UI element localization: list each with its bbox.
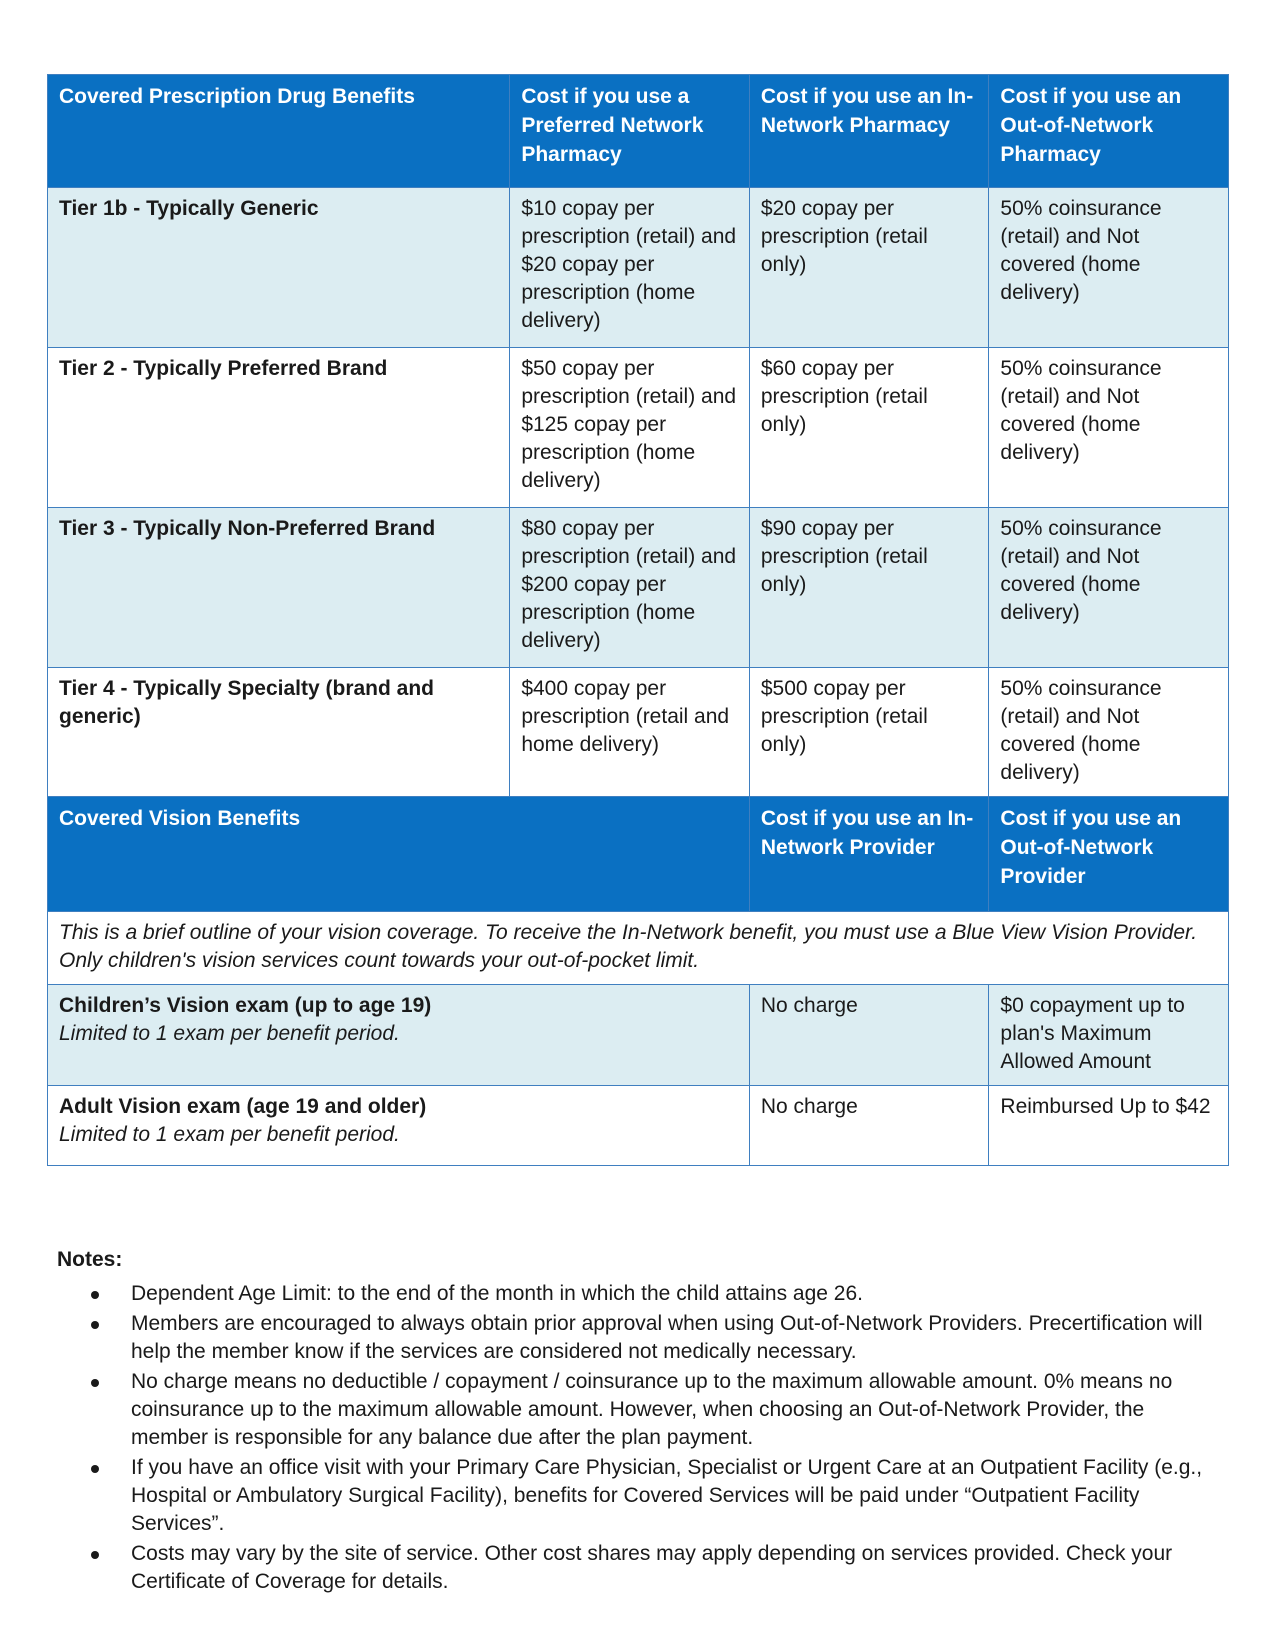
notes-title: Notes: [57, 1248, 123, 1271]
note-text: Costs may vary by the site of service. Other cost shares may apply depending on services provided. Check your Certificate of Coverage for details. [131, 1542, 1173, 1593]
list-item [131, 1310, 1217, 1366]
bullet-icon [91, 1551, 99, 1559]
out-of-network-cost: 50% coinsurance (retail) and Not covered (home delivery) [989, 188, 1229, 348]
vision-benefit [48, 1086, 750, 1166]
bullet-icon [91, 1321, 99, 1329]
bullet-icon [91, 1465, 99, 1473]
list-item [131, 1368, 1217, 1452]
tier-name: Tier 3 - Typically Non-Preferred Brand [48, 508, 510, 668]
out-of-network-cost: 50% coinsurance (retail) and Not covered (home delivery) [989, 508, 1229, 668]
preferred-cost: $80 copay per prescription (retail) and $200 copay per prescription (home delivery) [510, 508, 750, 668]
out-of-network-cost: 50% coinsurance (retail) and Not covered (home delivery) [989, 348, 1229, 508]
vision-benefit-note: Limited to 1 exam per benefit period. [59, 1022, 400, 1045]
notes-section [57, 1246, 1217, 1598]
tier-name: Tier 1b - Typically Generic [48, 188, 510, 348]
note-text: Members are encouraged to always obtain prior approval when using Out-of-Network Providers. Precertification will help the member know if the services are considered not medically necessary. [131, 1312, 1203, 1363]
in-network-cost: $90 copay per prescription (retail only) [749, 508, 989, 668]
bullet-icon [91, 1379, 99, 1387]
tier-name: Tier 4 - Typically Specialty (brand and generic) [48, 668, 510, 797]
preferred-cost: $50 copay per prescription (retail) and $125 copay per prescription (home delivery) [510, 348, 750, 508]
drug-header-in-network: Cost if you use an In-Network Pharmacy [749, 75, 989, 188]
drug-header-benefit: Covered Prescription Drug Benefits [48, 75, 510, 188]
list-item [131, 1454, 1217, 1538]
in-network-cost: $20 copay per prescription (retail only) [749, 188, 989, 348]
drug-header-out-of-network: Cost if you use an Out-of-Network Pharmacy [989, 75, 1229, 188]
out-of-network-cost: Reimbursed Up to $42 [989, 1086, 1229, 1166]
preferred-cost: $400 copay per prescription (retail and home delivery) [510, 668, 750, 797]
drug-header-row [48, 75, 1229, 188]
note-text: If you have an office visit with your Primary Care Physician, Specialist or Urgent Care at an Outpatient Facility (e.g., Hospital or Ambulatory Surgical Facility), benefits for Covered Services will be paid under “Outpatient Facility Services”. [131, 1456, 1203, 1535]
benefits-sheet [47, 74, 1229, 1166]
vision-benefit-note: Limited to 1 exam per benefit period. [59, 1123, 400, 1146]
vision-intro-row [48, 912, 1229, 985]
table-row [48, 668, 1229, 797]
in-network-cost: $60 copay per prescription (retail only) [749, 348, 989, 508]
vision-benefit-name: Adult Vision exam (age 19 and older) [59, 1095, 427, 1118]
list-item [131, 1280, 1217, 1308]
table-row [48, 1086, 1229, 1166]
drug-header-preferred: Cost if you use a Preferred Network Pharmacy [510, 75, 750, 188]
in-network-cost: No charge [749, 985, 989, 1086]
benefits-table [47, 74, 1229, 1166]
in-network-cost: No charge [749, 1086, 989, 1166]
note-text: Dependent Age Limit: to the end of the month in which the child attains age 26. [131, 1282, 863, 1305]
bullet-icon [91, 1291, 99, 1299]
vision-header-in-network: Cost if you use an In-Network Provider [749, 797, 989, 912]
vision-benefit [48, 985, 750, 1086]
out-of-network-cost: $0 copayment up to plan's Maximum Allowed Amount [989, 985, 1229, 1086]
notes-list [57, 1280, 1217, 1596]
table-row [48, 348, 1229, 508]
out-of-network-cost: 50% coinsurance (retail) and Not covered (home delivery) [989, 668, 1229, 797]
table-row [48, 985, 1229, 1086]
vision-intro: This is a brief outline of your vision coverage. To receive the In-Network benefit, you must use a Blue View Vision Provider. Only children's vision services count towards your out-of-pocket limit. [48, 912, 1229, 985]
vision-header-row [48, 797, 1229, 912]
vision-header-out-of-network: Cost if you use an Out-of-Network Provider [989, 797, 1229, 912]
tier-name: Tier 2 - Typically Preferred Brand [48, 348, 510, 508]
list-item [131, 1540, 1217, 1596]
table-row [48, 508, 1229, 668]
preferred-cost: $10 copay per prescription (retail) and $20 copay per prescription (home delivery) [510, 188, 750, 348]
in-network-cost: $500 copay per prescription (retail only) [749, 668, 989, 797]
vision-benefit-name: Children’s Vision exam (up to age 19) [59, 994, 432, 1017]
table-row [48, 188, 1229, 348]
vision-header-benefit: Covered Vision Benefits [48, 797, 750, 912]
note-text: No charge means no deductible / copayment / coinsurance up to the maximum allowable amount. 0% means no coinsurance up to the maximum allowable amount. However, when choosing an Out-of-Network Provider, the member is responsible for any balance due after the plan payment. [131, 1370, 1173, 1449]
